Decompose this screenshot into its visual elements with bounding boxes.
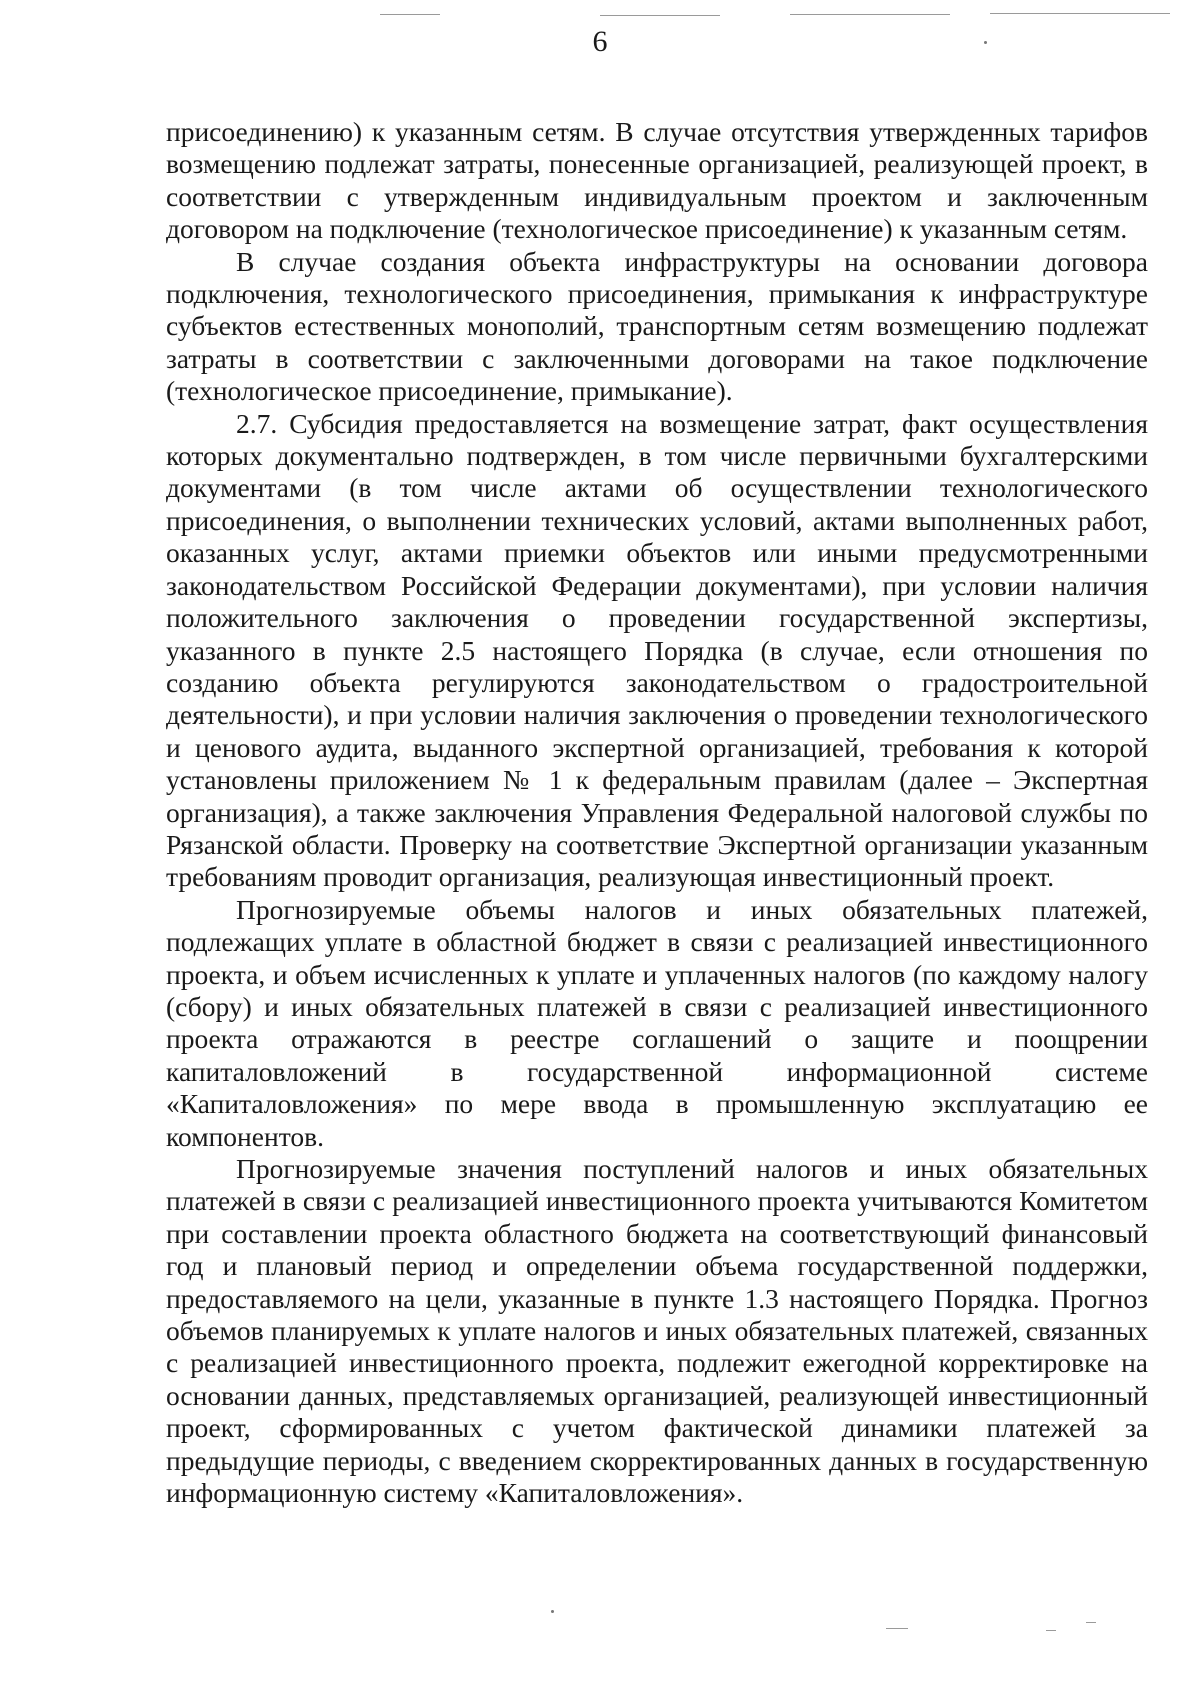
paragraph: Прогнозируемые значения поступлений налогов и иных обязательных платежей в связи с реализацией инвестиционного проекта учитываются Комитетом при составлении проекта областного бюджета на соответствующий финансовый год и плановый период и определении объема государственной поддержки, предоставляемого на цели, указанные в пункте 1.3 настоящего Порядка. Прогноз объемов планируемых к уплате налогов и иных обязательных платежей, связанных с реализацией инвестиционного проекта, подлежит ежегодной корректировке на основании данных, представляемых организацией, реализующей инвестиционный проект, сформированных с учетом фактической динамики платежей за предыдущие периоды, с введением скорректированных данных в государственную информационную систему «Капиталовложения». bbox=[166, 1153, 1148, 1509]
scan-artifact-line bbox=[1086, 1622, 1096, 1623]
paragraph: 2.7. Субсидия предоставляется на возмещение затрат, факт осуществления которых документально подтвержден, в том числе первичными бухгалтерскими документами (в том числе актами об осуществлении технологического присоединения, о выполнении технических условий, актами выполненных работ, оказанных услуг, актами приемки объектов или иными предусмотренными законодательством Российской Федерации документами), при условии наличия положительного заключения о проведении государственной экспертизы, указанного в пункте 2.5 настоящего Порядка (в случае, если отношения по созданию объекта регулируются законодательством о градостроительной деятельности), и при условии наличия заключения о проведении технологического и ценового аудита, выданного экспертной организацией, требования к которой установлены приложением № 1 к федеральным правилам (далее – Экспертная организация), а также заключения Управления Федеральной налоговой службы по Рязанской области. Проверку на соответствие Экспертной организации указанным требованиям проводит организация, реализующая инвестиционный проект. bbox=[166, 407, 1148, 893]
scan-artifact-line bbox=[886, 1628, 908, 1629]
scan-artifact-line bbox=[600, 15, 720, 16]
scan-artifact-line bbox=[380, 14, 440, 15]
page-number: 6 bbox=[592, 25, 608, 58]
paragraph: Прогнозируемые объемы налогов и иных обязательных платежей, подлежащих уплате в областной бюджет в связи с реализацией инвестиционного проекта, и объем исчисленных к уплате и уплаченных налогов (по каждому налогу (сбору) и иных обязательных платежей в связи с реализацией инвестиционного проекта отражаются в реестре соглашений о защите и поощрении капиталовложений в государственной информационной системе «Капиталовложения» по мере ввода в промышленную эксплуатацию ее компонентов. bbox=[166, 893, 1148, 1152]
paragraph: В случае создания объекта инфраструктуры на основании договора подключения, технологического присоединения, примыкания к инфраструктуре субъектов естественных монополий, транспортным сетям возмещению подлежат затраты в соответствии с заключенными договорами на такое подключение (технологическое присоединение, примыкание). bbox=[166, 245, 1148, 407]
scan-artifact-line bbox=[990, 13, 1170, 14]
document-body bbox=[166, 116, 1148, 1509]
scan-artifact-line bbox=[1046, 1630, 1056, 1631]
scan-artifact-dot bbox=[551, 1610, 554, 1613]
paragraph: присоединению) к указанным сетям. В случае отсутствия утвержденных тарифов возмещению подлежат затраты, понесенные организацией, реализующей проект, в соответствии с утвержденным индивидуальным проектом и заключенным договором на подключение (технологическое присоединение) к указанным сетям. bbox=[166, 116, 1148, 245]
scan-artifact-line bbox=[790, 14, 950, 15]
